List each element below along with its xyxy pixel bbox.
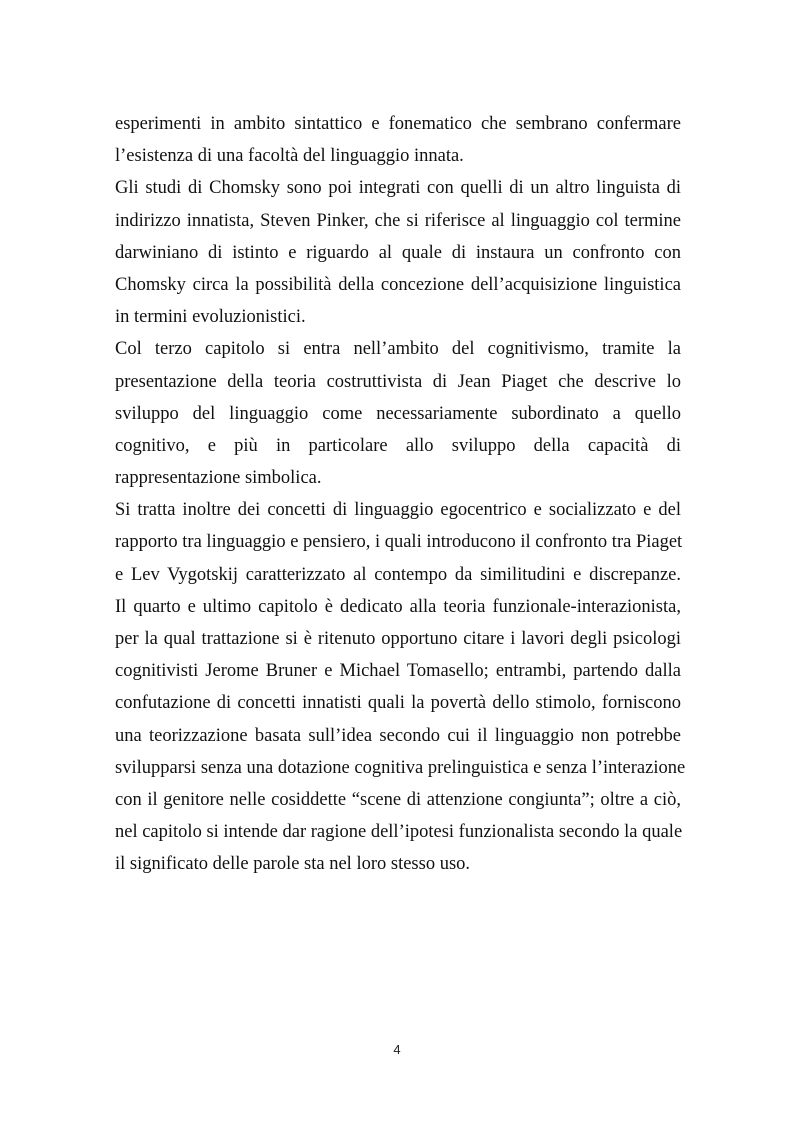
text-line: per la qual trattazione si è ritenuto opportuno citare i lavori degli psicologi [115, 629, 681, 649]
text-line: darwiniano di istinto e riguardo al quale di instaura un confronto con [115, 242, 681, 263]
text-line: confutazione di concetti innatisti quali la povertà dello stimolo, forniscono [115, 693, 681, 714]
text-line: con il genitore nelle cosiddette “scene di attenzione congiunta”; oltre a ciò, [115, 789, 681, 810]
text-line: sviluppo del linguaggio come necessariamente subordinato a quello [115, 403, 681, 424]
text-line: cognitivo, e più in particolare allo sviluppo della capacità di [115, 435, 681, 456]
text-line: Il quarto e ultimo capitolo è dedicato alla teoria funzionale-interazionista, [115, 596, 681, 617]
text-line: svilupparsi senza una dotazione cognitiva prelinguistica e senza l’interazione [115, 757, 686, 778]
text-line: nel capitolo si intende dar ragione dell’ipotesi funzionalista secondo la quale [115, 822, 683, 843]
text-line: cognitivisti Jerome Bruner e Michael Tomasello; entrambi, partendo dalla [115, 661, 681, 682]
text-line: Col terzo capitolo si entra nell’ambito del cognitivismo, tramite la [115, 339, 681, 360]
text-line: e Lev Vygotskij caratterizzato al contempo da similitudini e discrepanze. [115, 564, 681, 585]
page-number: 4 [393, 1042, 401, 1057]
text-line: esperimenti in ambito sintattico e fonematico che sembrano confermare [115, 114, 681, 134]
text-line: indirizzo innatista, Steven Pinker, che si riferisce al linguaggio col termine [115, 210, 681, 231]
text-line: rappresentazione simbolica. [115, 468, 322, 489]
text-line: Chomsky circa la possibilità della concezione dell’acquisizione linguistica [115, 274, 681, 295]
text-line: il significato delle parole sta nel loro stesso uso. [115, 854, 471, 875]
text-line: in termini evoluzionistici. [115, 307, 306, 328]
body-text [115, 108, 686, 881]
text-line: Si tratta inoltre dei concetti di linguaggio egocentrico e socializzato e del [115, 500, 681, 521]
text-line: Gli studi di Chomsky sono poi integrati con quelli di un altro linguista di [115, 178, 681, 199]
text-line: rapporto tra linguaggio e pensiero, i quali introducono il confronto tra Piaget [115, 532, 683, 553]
text-line: una teorizzazione basata sull’idea secondo cui il linguaggio non potrebbe [115, 725, 681, 746]
text-line: l’esistenza di una facoltà del linguaggio innata. [115, 146, 464, 167]
text-line: presentazione della teoria costruttivista di Jean Piaget che descrive lo [115, 371, 681, 392]
